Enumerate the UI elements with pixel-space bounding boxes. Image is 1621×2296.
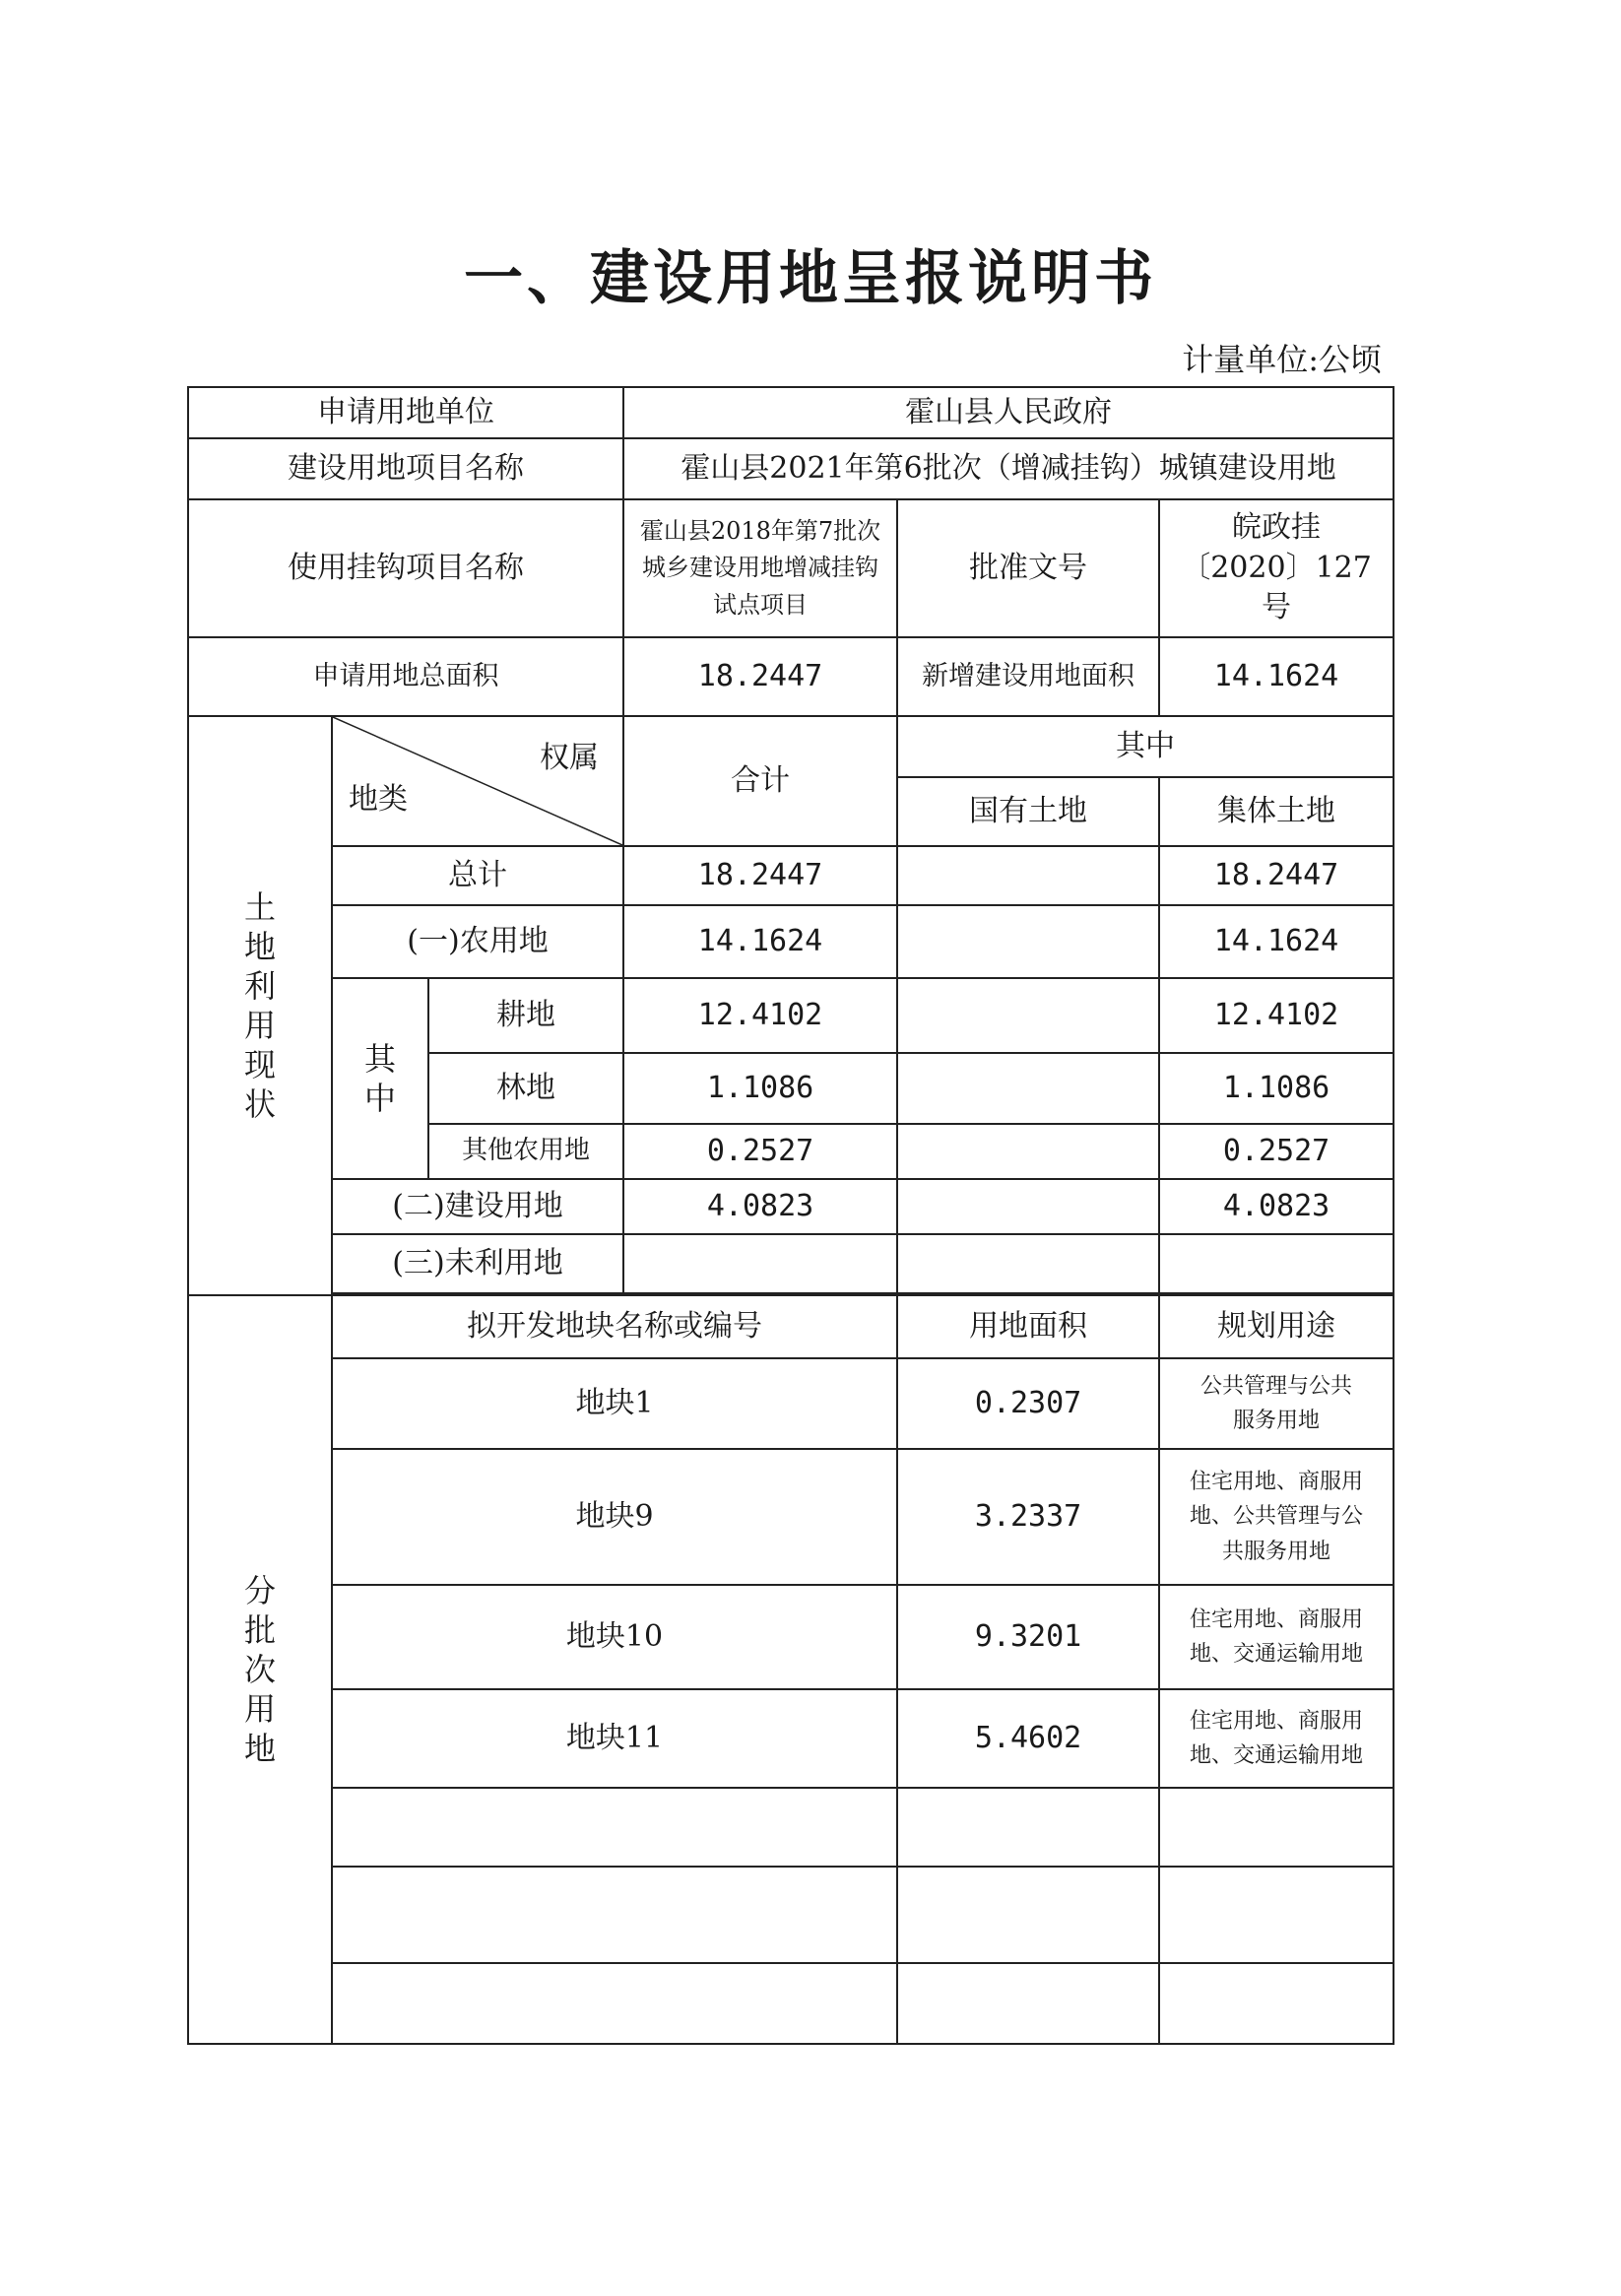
- plot-use: 住宅用地、商服用 地、交通运输用地: [1159, 1585, 1394, 1689]
- col-plot-name-header: 拟开发地块名称或编号: [332, 1295, 897, 1358]
- row-collective: 14.1624: [1159, 905, 1394, 978]
- diag-bottom-label: 地类: [349, 781, 408, 817]
- col-use-header: 规划用途: [1159, 1295, 1394, 1358]
- page-title: 一、建设用地呈报说明书: [464, 244, 1157, 313]
- empty-cell: [332, 1867, 897, 1963]
- diagonal-header-cell: [332, 716, 623, 846]
- land-report-table: [187, 386, 1394, 2045]
- empty-cell: [332, 1788, 897, 1867]
- hook-value-line: 霍山县2018年第7批次: [639, 517, 881, 546]
- project-value: 霍山县2021年第6批次（增减挂钩）城镇建设用地: [623, 438, 1394, 499]
- empty-cell: [1159, 1963, 1394, 2044]
- plot-name: 地块10: [332, 1585, 897, 1689]
- row-total: 12.4102: [623, 978, 897, 1053]
- row-state: [897, 1053, 1159, 1124]
- row-collective: 1.1086: [1159, 1053, 1394, 1124]
- applicant-value: 霍山县人民政府: [623, 387, 1394, 438]
- row-state: [897, 846, 1159, 905]
- row-collective: 18.2447: [1159, 846, 1394, 905]
- plot-area: 9.3201: [897, 1585, 1159, 1689]
- new-area-value: 14.1624: [1159, 637, 1394, 716]
- applicant-label: 申请用地单位: [188, 387, 623, 438]
- row-label: (三)未利用地: [332, 1234, 623, 1293]
- row-total: 4.0823: [623, 1179, 897, 1234]
- hook-value-line: 试点项目: [713, 590, 809, 619]
- row-total: 14.1624: [623, 905, 897, 978]
- col-state-header: 国有土地: [897, 777, 1159, 846]
- empty-cell: [1159, 1867, 1394, 1963]
- batch-section-label: 分 批 次 用 地: [188, 1295, 332, 2044]
- empty-cell: [1159, 1788, 1394, 1867]
- project-label: 建设用地项目名称: [188, 438, 623, 499]
- plot-name: 地块1: [332, 1358, 897, 1449]
- row-total: 1.1086: [623, 1053, 897, 1124]
- row-state: [897, 978, 1159, 1053]
- plot-use: 公共管理与公共 服务用地: [1159, 1358, 1394, 1449]
- row-collective: 12.4102: [1159, 978, 1394, 1053]
- row-total: [623, 1234, 897, 1293]
- row-label: 林地: [428, 1053, 623, 1124]
- col-collective-header: 集体土地: [1159, 777, 1394, 846]
- empty-cell: [897, 1867, 1159, 1963]
- empty-cell: [897, 1963, 1159, 2044]
- row-label: 其他农用地: [428, 1124, 623, 1179]
- approval-label: 批准文号: [897, 499, 1159, 637]
- row-label: 总计: [332, 846, 623, 905]
- approval-value-line: 〔2020〕127: [1181, 550, 1372, 585]
- hook-label: 使用挂钩项目名称: [188, 499, 623, 637]
- row-state: [897, 1124, 1159, 1179]
- plot-name: 地块9: [332, 1449, 897, 1585]
- total-area-value: 18.2447: [623, 637, 897, 716]
- approval-value-line: 号: [1262, 590, 1292, 625]
- row-collective: 0.2527: [1159, 1124, 1394, 1179]
- row-state: [897, 1179, 1159, 1234]
- plot-area: 0.2307: [897, 1358, 1159, 1449]
- plot-area: 5.4602: [897, 1689, 1159, 1788]
- col-total-header: 合计: [623, 716, 897, 846]
- new-area-label: 新增建设用地面积: [897, 637, 1159, 716]
- total-area-label: 申请用地总面积: [188, 637, 623, 716]
- sub-among-label: 其 中: [332, 978, 428, 1179]
- row-collective: 4.0823: [1159, 1179, 1394, 1234]
- land-status-section-label: 土 地 利 用 现 状: [188, 716, 332, 1295]
- plot-use: 住宅用地、商服用 地、交通运输用地: [1159, 1689, 1394, 1788]
- plot-use: 住宅用地、商服用 地、公共管理与公 共服务用地: [1159, 1449, 1394, 1585]
- row-state: [897, 905, 1159, 978]
- col-area-header: 用地面积: [897, 1295, 1159, 1358]
- approval-value-line: 皖政挂: [1232, 510, 1322, 546]
- hook-value: [623, 499, 897, 637]
- approval-value: [1159, 499, 1394, 637]
- hook-value-line: 城乡建设用地增减挂钩: [642, 554, 879, 582]
- col-among-header: 其中: [897, 716, 1394, 777]
- plot-area: 3.2337: [897, 1449, 1159, 1585]
- row-label: 耕地: [428, 978, 623, 1053]
- row-label: (二)建设用地: [332, 1179, 623, 1234]
- empty-cell: [332, 1963, 897, 2044]
- row-collective: [1159, 1234, 1394, 1293]
- diag-top-label: 权属: [540, 741, 600, 775]
- row-total: 18.2447: [623, 846, 897, 905]
- empty-cell: [897, 1788, 1159, 1867]
- row-total: 0.2527: [623, 1124, 897, 1179]
- row-label: (一)农用地: [332, 905, 623, 978]
- unit-label: 计量单位:公顷: [1182, 341, 1382, 378]
- row-state: [897, 1234, 1159, 1293]
- plot-name: 地块11: [332, 1689, 897, 1788]
